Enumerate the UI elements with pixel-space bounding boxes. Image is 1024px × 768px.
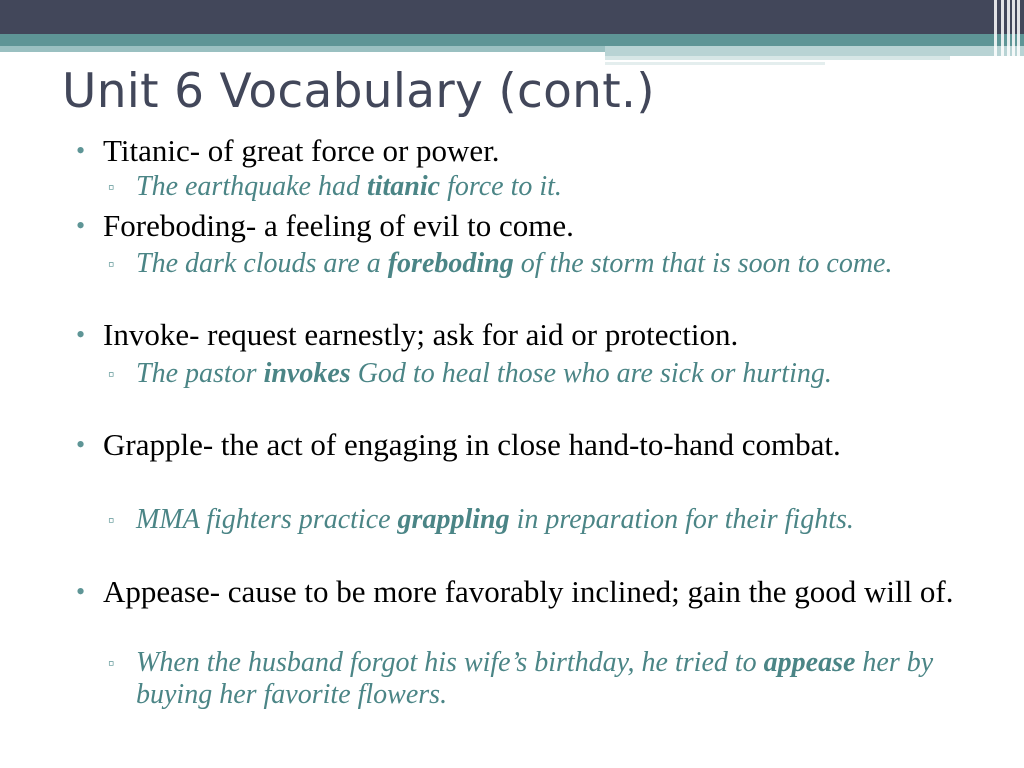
example-text: When the husband forgot his wife’s birthday, he tried to: [136, 647, 764, 678]
example-text: of the storm that is soon to come.: [513, 248, 893, 279]
vocab-definition: • Appease- cause to be more favorably inclined; gain the good will of.: [103, 575, 983, 609]
example-keyword: foreboding: [387, 248, 514, 279]
vocab-example: [136, 504, 984, 536]
vocab-example: [136, 647, 984, 711]
example-text: MMA fighters practice: [136, 504, 398, 535]
example-text: her by buying her favorite flowers.: [136, 647, 934, 710]
vocab-definition: • Grapple- the act of engaging in close hand-to-hand combat.: [103, 428, 983, 462]
example-text: force to it.: [440, 171, 562, 202]
slide-title: Unit 6 Vocabulary (cont.): [62, 64, 655, 119]
example-text: The earthquake had: [136, 171, 367, 202]
example-keyword: grappling: [397, 504, 510, 535]
example-text: The dark clouds are a: [136, 248, 388, 279]
vocab-example: [136, 171, 984, 203]
example-keyword: titanic: [366, 171, 441, 202]
example-keyword: appease: [763, 647, 856, 678]
example-text: in preparation for their fights.: [509, 504, 854, 535]
vocab-definition: • Invoke- request earnestly; ask for aid or protection.: [103, 318, 983, 352]
vocab-example: [136, 358, 984, 390]
vocab-example: [136, 248, 984, 280]
example-keyword: invokes: [263, 358, 351, 389]
vocab-definition: • Foreboding- a feeling of evil to come.: [103, 209, 983, 243]
example-text: God to heal those who are sick or hurting.: [350, 358, 832, 389]
example-text: The pastor: [136, 358, 264, 389]
vocab-definition: • Titanic- of great force or power.: [103, 134, 983, 168]
